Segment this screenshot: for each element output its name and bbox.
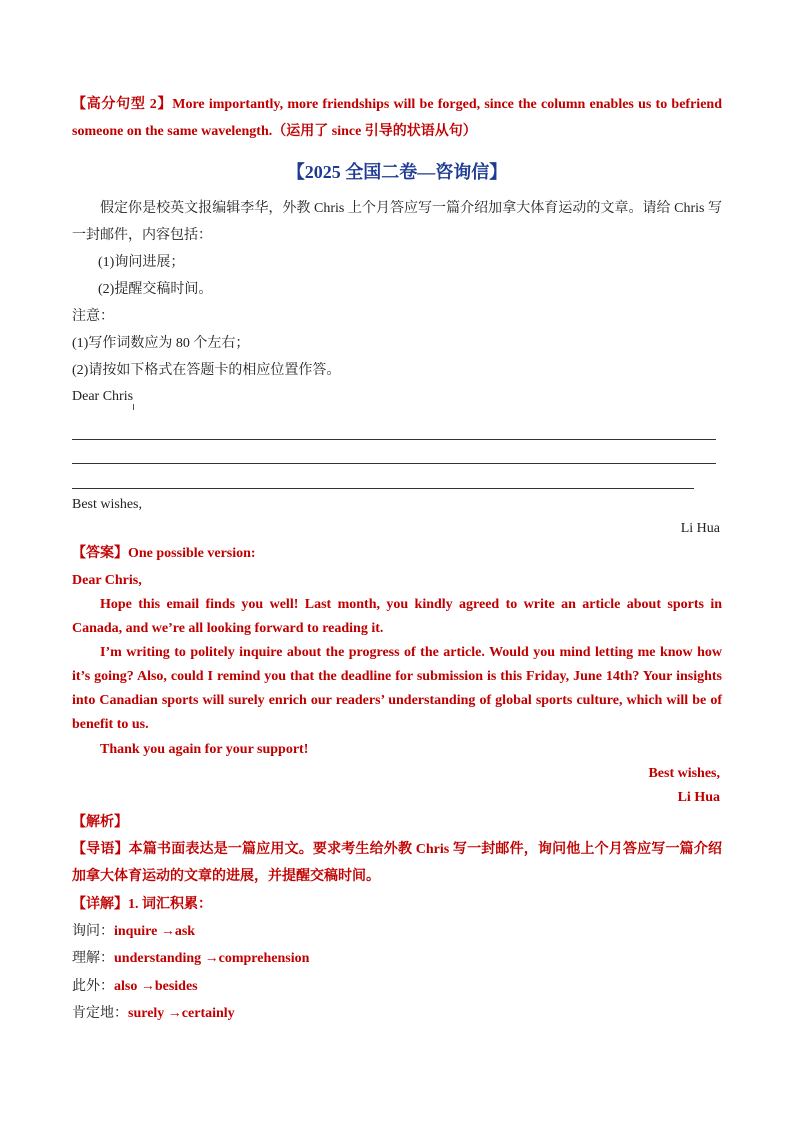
note-1: (1)写作词数应为 80 个左右； <box>72 336 250 351</box>
vocab-item <box>72 949 309 969</box>
vocab-en: surely →certainly <box>128 1006 235 1021</box>
detail-label: 【详解】1. 词汇积累： <box>72 897 212 912</box>
sentence-pattern-line1: 【高分句型 2】More importantly, more friendships will be forged, since the column enables us to befriend <box>72 97 722 112</box>
vocab-cn: 询问： <box>72 924 114 939</box>
sentence-pattern-line2: someone on the same wavelength.（运用了 since 引导的状语从句） <box>72 124 477 139</box>
writing-line-1 <box>72 439 716 440</box>
answer-label: 【答案】One possible version: <box>72 546 256 561</box>
guide-line2: 加拿大体育运动的文章的进展，并提醒交稿时间。 <box>72 869 380 884</box>
format-closing: Best wishes, <box>72 497 142 512</box>
prompt-point1: (1)询问进展； <box>98 255 185 270</box>
answer-greeting: Dear Chris, <box>72 573 142 588</box>
vocab-item <box>72 977 198 997</box>
vocab-cn: 此外： <box>72 979 114 994</box>
answer-p3: Thank you again for your support! <box>100 742 309 757</box>
note-label: 注意： <box>72 309 114 324</box>
section-title: 【2025 全国二卷—咨询信】 <box>286 162 508 182</box>
vocab-cn: 理解： <box>72 951 114 966</box>
answer-p2-line1: I’m writing to politely inquire about the progress of the article. Would you mind letting me know how <box>100 645 722 660</box>
answer-p2-line2: it’s going? Also, could I remind you that the deadline for submission is this Friday, June 14th? Your insights <box>72 669 722 684</box>
format-signature: Li Hua <box>680 521 720 536</box>
vocab-en: also →besides <box>114 979 198 994</box>
answer-p2-line4: benefit to us. <box>72 717 149 732</box>
detail-heading <box>72 895 212 915</box>
prompt-line1: 假定你是校英文报编辑李华，外教 Chris 上个月答应写一篇介绍加拿大体育运动的文章。请给 Chris 写 <box>100 201 722 216</box>
vocab-en: inquire →ask <box>114 924 196 939</box>
note-2: (2)请按如下格式在答题卡的相应位置作答。 <box>72 363 341 378</box>
answer-p1-line1: Hope this email finds you well! Last month, you kindly agreed to write an article about sports in <box>100 597 722 612</box>
vocab-item <box>72 922 195 942</box>
writing-line-3 <box>72 488 694 489</box>
answer-p2-line3: into Canadian sports will surely enrich our readers’ understanding of global sports culture, which will be of <box>72 693 722 708</box>
writing-line-2 <box>72 463 716 464</box>
analysis-label: 【解析】 <box>72 815 128 830</box>
guide-line1: 【导语】本篇书面表达是一篇应用文。要求考生给外教 Chris 写一封邮件，询问他上个月答应写一篇介绍 <box>72 842 722 857</box>
vocab-item <box>72 1004 235 1024</box>
prompt-point2: (2)提醒交稿时间。 <box>98 282 213 297</box>
format-greeting: Dear Chris <box>72 389 134 404</box>
tick-mark <box>133 404 135 410</box>
answer-signature: Li Hua <box>677 790 720 805</box>
vocab-en: understanding →comprehension <box>114 951 310 966</box>
answer-p1-line2: Canada, and we’re all looking forward to reading it. <box>72 621 384 636</box>
prompt-line2: 一封邮件，内容包括： <box>72 228 212 243</box>
answer-closing: Best wishes, <box>648 766 720 781</box>
vocab-cn: 肯定地： <box>72 1006 128 1021</box>
